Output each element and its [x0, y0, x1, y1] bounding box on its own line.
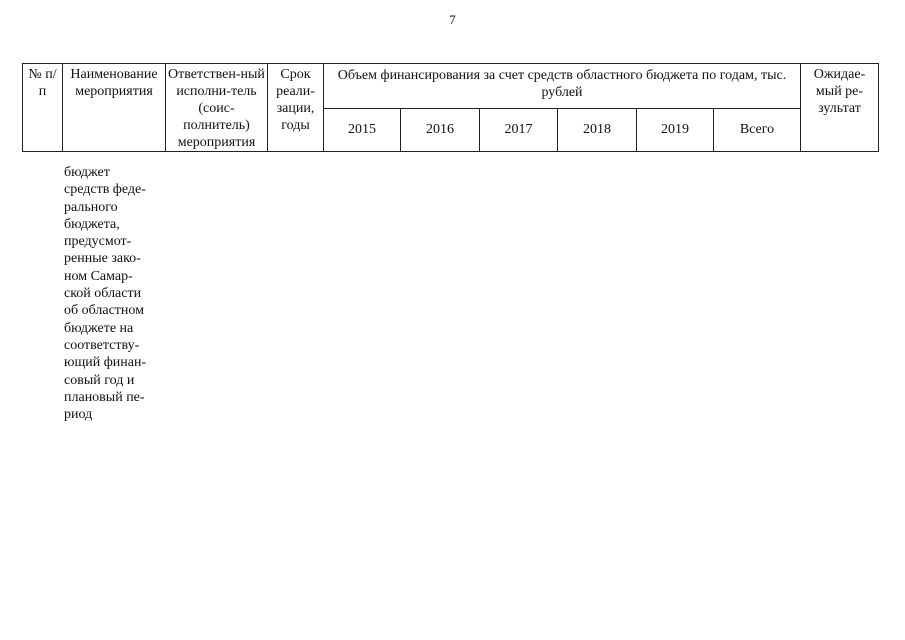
year-header-2017: 2017	[480, 108, 558, 151]
text-line: ренные зако-	[64, 251, 141, 267]
col-header-number: № п/п	[23, 64, 63, 152]
col-header-result: Ожидае-мый ре-зультат	[801, 64, 879, 152]
col-header-period: Срок реали-зации, годы	[268, 64, 324, 152]
text-line: ном Самар-	[64, 268, 133, 284]
col-header-executor: Ответствен-ный исполни-тель (соис-полнитель) мероприятия	[166, 64, 268, 152]
continued-text-block	[64, 164, 164, 423]
col-header-name: Наименование мероприятия	[63, 64, 166, 152]
text-line: бюджет	[64, 165, 110, 180]
text-line: риод	[64, 407, 93, 423]
text-line: соответству-	[64, 337, 140, 353]
page-number: 7	[449, 12, 456, 27]
year-header-2018: 2018	[558, 108, 637, 151]
text-line: ской области	[64, 286, 142, 302]
text-line: совый год и	[64, 372, 135, 388]
header-row-top	[23, 64, 879, 109]
text-line: средств феде-	[64, 182, 146, 198]
text-line: предусмот-	[64, 234, 132, 250]
text-line: рального	[64, 199, 118, 215]
financing-header-table	[22, 63, 879, 152]
year-header-2019: 2019	[637, 108, 714, 151]
text-line: плановый пе-	[64, 389, 145, 405]
year-header-total: Всего	[714, 108, 801, 151]
year-header-2015: 2015	[324, 108, 401, 151]
text-line: ющий финан-	[64, 355, 147, 371]
text-line: об областном	[64, 303, 145, 319]
text-line: бюджете на	[64, 320, 134, 336]
col-header-funding: Объем финансирования за счет средств областного бюджета по годам, тыс. рублей	[324, 64, 801, 109]
text-line: бюджета,	[64, 216, 120, 232]
year-header-2016: 2016	[401, 108, 480, 151]
